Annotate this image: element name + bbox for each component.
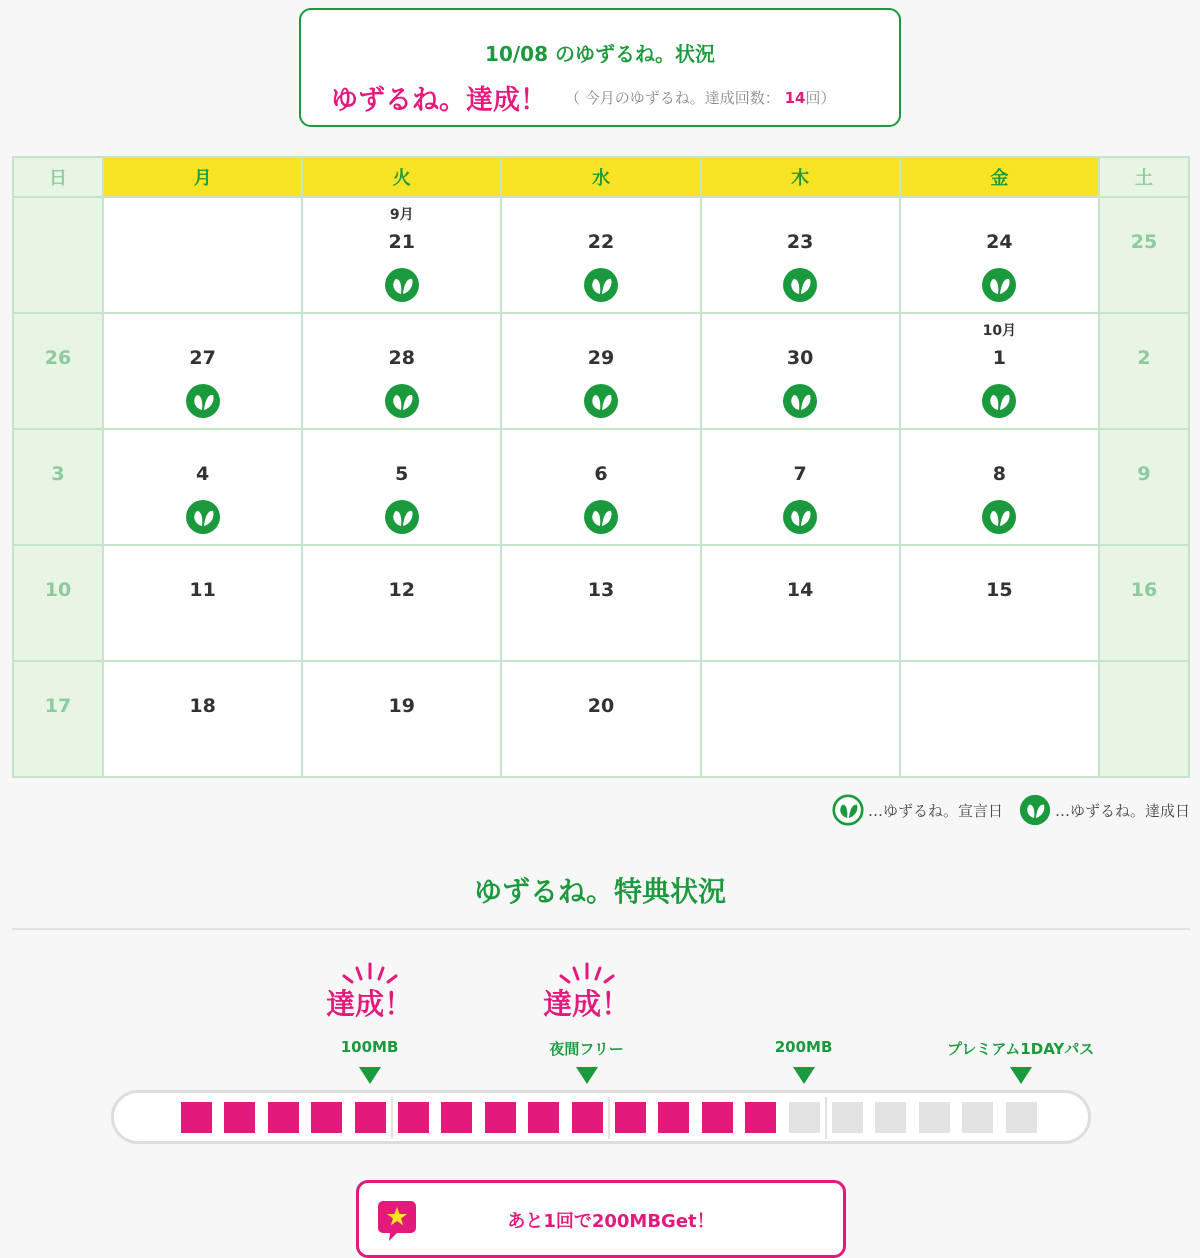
progress-segment — [875, 1102, 906, 1133]
progress-segment — [528, 1102, 559, 1133]
calendar-day-cell[interactable] — [701, 545, 900, 661]
achieved-leaf-icon — [384, 267, 420, 303]
achieved-leaf-icon — [583, 499, 619, 535]
status-title: 10/08 のゆずるね。状況 — [485, 42, 715, 66]
day-number: 12 — [388, 579, 415, 601]
day-number: 17 — [44, 695, 72, 717]
day-number: 27 — [189, 347, 216, 369]
day-number: 1 — [992, 347, 1006, 369]
declared-leaf-icon — [832, 794, 864, 826]
next-reward-notice — [356, 1180, 846, 1258]
calendar-day-cell[interactable] — [900, 429, 1099, 545]
milestone-label: 夜間フリー — [549, 1040, 624, 1058]
day-number: 29 — [587, 347, 615, 369]
status-main — [331, 78, 835, 117]
monthly-count-suffix: 回） — [805, 89, 836, 107]
calendar-week-row — [13, 429, 1189, 545]
day-number: 11 — [189, 579, 216, 601]
progress-segment — [832, 1102, 863, 1133]
calendar-day-cell[interactable] — [13, 197, 103, 313]
progress-segment — [398, 1102, 429, 1133]
progress-divider — [391, 1097, 393, 1139]
day-number: 19 — [388, 695, 415, 717]
calendar-day-cell[interactable] — [13, 545, 103, 661]
calendar-day-cell[interactable] — [701, 197, 900, 313]
monthly-count-value: 14 — [784, 89, 806, 107]
day-number: 22 — [587, 231, 615, 253]
calendar-week-row — [13, 545, 1189, 661]
day-number: 4 — [195, 463, 210, 485]
month-label: 10月 — [982, 323, 1017, 339]
calendar-day-cell[interactable] — [103, 429, 302, 545]
bonus-title: ゆずるね。特典状況 — [473, 875, 726, 908]
day-number: 14 — [786, 579, 814, 601]
progress-segment — [355, 1102, 386, 1133]
calendar-day-cell[interactable] — [13, 429, 103, 545]
calendar-day-cell[interactable] — [103, 661, 302, 777]
progress-segment — [1006, 1102, 1037, 1133]
legend-achieved-label: …ゆずるね。達成日 — [1054, 801, 1190, 820]
milestone-arrow-icon — [359, 1067, 381, 1084]
day-number: 30 — [786, 347, 814, 369]
calendar-day-cell[interactable] — [501, 545, 700, 661]
progress-segment — [962, 1102, 993, 1133]
day-number: 21 — [388, 231, 415, 253]
weekday-header: 木 — [701, 157, 900, 197]
calendar-day-cell[interactable] — [13, 661, 103, 777]
progress-segment — [224, 1102, 255, 1133]
achieved-leaf-icon — [583, 267, 619, 303]
milestone-arrow-icon — [576, 1067, 598, 1084]
bonus-divider — [12, 928, 1190, 930]
progress-segment — [745, 1102, 776, 1133]
day-number: 20 — [587, 695, 615, 717]
sparkle-lines-icon — [330, 960, 410, 986]
weekday-header: 日 — [13, 157, 103, 197]
calendar-week-row — [13, 661, 1189, 777]
day-number: 16 — [1130, 579, 1158, 601]
calendar-day-cell[interactable] — [701, 429, 900, 545]
achieved-leaf-icon — [782, 267, 818, 303]
calendar-day-cell[interactable] — [701, 313, 900, 429]
milestone-arrow-icon — [793, 1067, 815, 1084]
milestone-label: 100MB — [340, 1038, 399, 1056]
calendar-day-cell[interactable] — [501, 661, 700, 777]
weekday-header: 水 — [501, 157, 700, 197]
progress-divider — [608, 1097, 610, 1139]
monthly-count-prefix: （ 今月のゆずるね。達成回数： — [565, 89, 780, 107]
achieved-leaf-icon — [782, 499, 818, 535]
calendar-day-cell[interactable] — [501, 313, 700, 429]
calendar-day-cell[interactable] — [302, 545, 501, 661]
month-label: 9月 — [389, 207, 414, 223]
day-number: 2 — [1137, 347, 1151, 369]
calendar-day-cell[interactable] — [103, 197, 302, 313]
achieved-leaf-icon — [981, 383, 1017, 419]
progress-segment — [181, 1102, 212, 1133]
day-number: 25 — [1130, 231, 1158, 253]
progress-segment — [311, 1102, 342, 1133]
calendar-week-row — [13, 313, 1189, 429]
calendar-day-cell[interactable] — [501, 429, 700, 545]
progress-segment — [485, 1102, 516, 1133]
progress-divider — [825, 1097, 827, 1139]
progress-segment — [572, 1102, 603, 1133]
progress-segment — [615, 1102, 646, 1133]
calendar-day-cell[interactable] — [103, 545, 302, 661]
milestone-achieved-text: 達成！ — [326, 987, 414, 1021]
progress-segment — [441, 1102, 472, 1133]
milestone-label: プレミアム1DAYパス — [946, 1040, 1095, 1058]
milestone-achieved-text: 達成！ — [543, 987, 631, 1021]
calendar-day-cell[interactable] — [302, 197, 501, 313]
achieved-leaf-icon — [1019, 794, 1051, 826]
status-box — [299, 8, 901, 127]
day-number: 18 — [189, 695, 216, 717]
achieved-leaf-icon — [384, 383, 420, 419]
calendar-day-cell[interactable] — [1099, 661, 1189, 777]
achieved-leaf-icon — [981, 499, 1017, 535]
calendar-day-cell[interactable] — [302, 429, 501, 545]
legend-achieved — [1019, 794, 1190, 826]
calendar — [12, 156, 1190, 778]
notice-text: あと1回で200MBGet！ — [507, 1211, 715, 1232]
progress-segment — [268, 1102, 299, 1133]
calendar-day-cell[interactable] — [900, 197, 1099, 313]
progress-segment — [702, 1102, 733, 1133]
calendar-day-cell[interactable] — [302, 313, 501, 429]
day-number: 26 — [44, 347, 72, 369]
day-number: 3 — [51, 463, 65, 485]
monthly-count-text — [565, 89, 835, 107]
calendar-week-row — [13, 197, 1189, 313]
weekday-header: 金 — [900, 157, 1099, 197]
day-number: 10 — [44, 579, 72, 601]
progress-bar — [111, 1090, 1091, 1144]
legend-declared — [832, 794, 1003, 826]
day-number: 13 — [587, 579, 615, 601]
calendar-day-cell[interactable] — [701, 661, 900, 777]
achieved-leaf-icon — [185, 383, 221, 419]
day-number: 5 — [395, 463, 409, 485]
weekday-header: 火 — [302, 157, 501, 197]
progress-segment — [789, 1102, 820, 1133]
calendar-day-cell[interactable] — [501, 197, 700, 313]
milestone — [250, 960, 490, 1056]
milestone-label: 200MB — [774, 1038, 833, 1056]
progress-segment — [919, 1102, 950, 1133]
day-number: 23 — [786, 231, 814, 253]
day-number: 15 — [986, 579, 1013, 601]
weekday-header: 月 — [103, 157, 302, 197]
calendar-day-cell[interactable] — [1099, 429, 1189, 545]
progress-segment — [658, 1102, 689, 1133]
calendar-body — [13, 197, 1189, 777]
calendar-day-cell[interactable] — [13, 313, 103, 429]
weekday-header-row — [13, 157, 1189, 197]
achieved-leaf-icon — [782, 383, 818, 419]
day-number: 28 — [388, 347, 415, 369]
sparkle-lines-icon — [547, 960, 627, 986]
day-number: 7 — [793, 463, 807, 485]
calendar-day-cell[interactable] — [900, 661, 1099, 777]
day-number: 6 — [594, 463, 608, 485]
calendar-day-cell[interactable] — [1099, 197, 1189, 313]
legend-declared-label: …ゆずるね。宣言日 — [867, 801, 1003, 820]
day-number: 8 — [992, 463, 1006, 485]
calendar-day-cell[interactable] — [900, 313, 1099, 429]
achieved-leaf-icon — [185, 499, 221, 535]
calendar-day-cell[interactable] — [302, 661, 501, 777]
legend — [816, 794, 1190, 826]
day-number: 9 — [1137, 463, 1151, 485]
weekday-header: 土 — [1099, 157, 1189, 197]
calendar-day-cell[interactable] — [1099, 545, 1189, 661]
milestone — [467, 960, 707, 1058]
achieved-leaf-icon — [384, 499, 420, 535]
calendar-day-cell[interactable] — [1099, 313, 1189, 429]
achieved-leaf-icon — [583, 383, 619, 419]
calendar-day-cell[interactable] — [103, 313, 302, 429]
calendar-day-cell[interactable] — [900, 545, 1099, 661]
milestone-arrow-icon — [1010, 1067, 1032, 1084]
day-number: 24 — [986, 231, 1013, 253]
status-achieved-text: ゆずるね。達成！ — [331, 85, 547, 116]
achieved-leaf-icon — [981, 267, 1017, 303]
